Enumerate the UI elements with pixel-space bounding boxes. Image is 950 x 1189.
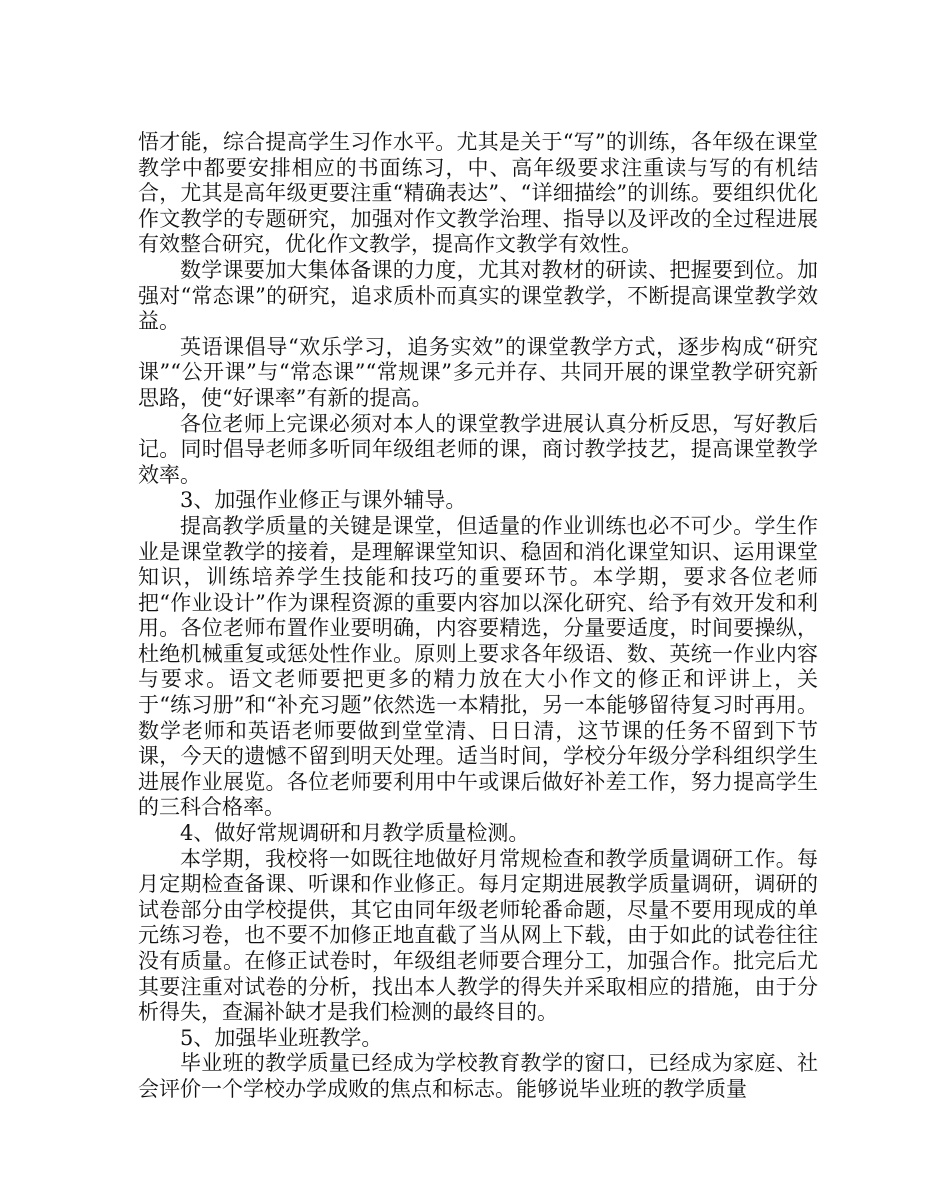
paragraph-writing-training: 悟才能，综合提高学生习作水平。尤其是关于“写”的训练，各年级在课堂教学中都要安排相应的书面练习，中、高年级要求注重读与写的有机结合，尤其是高年级更要注重“精确表达”、“详细描绘”的训练。要组织优化作文教学的专题研究，加强对作文教学治理、指导以及评改的全过程进展有效整合研究，优化作文教学，提高作文教学有效性。	[138, 130, 818, 257]
paragraph-reflection: 各位老师上完课必须对本人的课堂教学进展认真分析反思，写好教后记。同时倡导老师多听同年级组老师的课，商讨教学技艺，提高课堂教学效率。	[138, 411, 818, 487]
section-heading-monthly-check: 4、做好常规调研和月教学质量检测。	[180, 821, 530, 846]
section-heading-graduating-class: 5、加强毕业班教学。	[180, 1025, 383, 1050]
paragraph-math-class: 数学课要加大集体备课的力度，尤其对教材的研读、把握要到位。加强对“常态课”的研究，追求质朴而真实的课堂教学，不断提高课堂教学效益。	[138, 257, 818, 334]
paragraph-monthly-check: 本学期，我校将一如既往地做好月常规检查和教学质量调研工作。每月定期检查备课、听课和作业修正。每月定期进展教学质量调研，调研的试卷部分由学校提供，其它由同年级老师轮番命题，尽量不要用现成的单元练习卷，也不要不加修正地直截了当从网上下载，由于如此的试卷往往没有质量。在修正试卷时，年级组老师要合理分工，加强合作。批完后尤其要注重对试卷的分析，找出本人教学的得失并采取相应的措施，由于分析得失，查漏补缺才是我们检测的最终目的。	[138, 846, 818, 1025]
paragraph-homework: 提高教学质量的关键是课堂，但适量的作业训练也必不可少。学生作业是课堂教学的接着，是理解课堂知识、稳固和消化课堂知识、运用课堂知识，训练培养学生技能和技巧的重要环节。本学期，要求各位老师把“作业设计”作为课程资源的重要内容加以深化研究、给予有效开发和利用。各位老师布置作业要明确，内容要精选，分量要适度，时间要操纵，杜绝机械重复或惩处性作业。原则上要求各年级语、数、英统一作业内容与要求。语文老师要把更多的精力放在大小作文的修正和评讲上，关于“练习册”和“补充习题”依然选一本精批，另一本能够留待复习时再用。数学老师和英语老师要做到堂堂清、日日清，这节课的任务不留到下节课，今天的遗憾不留到明天处理。适当时间，学校分年级分学科组织学生进展作业展览。各位老师要利用中午或课后做好补差工作，努力提高学生的三科合格率。	[138, 513, 818, 820]
document-page	[138, 130, 818, 1103]
paragraph-graduating-class: 毕业班的教学质量已经成为学校教育教学的窗口，已经成为家庭、社会评价一个学校办学成败的焦点和标志。能够说毕业班的教学质量	[138, 1051, 818, 1101]
paragraph-english-class: 英语课倡导“欢乐学习，追务实效”的课堂教学方式，逐步构成“研究课”“公开课”与“常态课”“常规课”多元并存、共同开展的课堂教学研究新思路，使“好课率”有新的提高。	[138, 334, 818, 410]
section-heading-homework: 3、加强作业修正与课外辅导。	[180, 488, 467, 513]
